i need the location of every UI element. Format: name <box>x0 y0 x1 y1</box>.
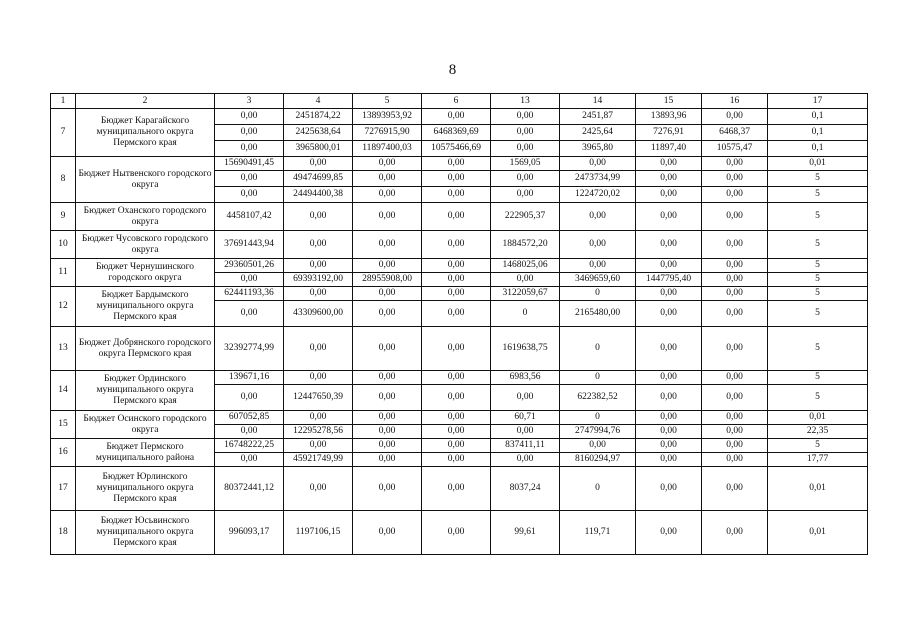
row-number: 11 <box>51 259 76 287</box>
value-cell: 0,1 <box>768 141 868 157</box>
value-cell: 0,00 <box>422 425 491 439</box>
value-cell: 3965,80 <box>560 141 636 157</box>
value-cell: 0,00 <box>215 109 284 125</box>
value-cell: 24494400,38 <box>284 187 353 203</box>
value-cell: 0,00 <box>215 385 284 411</box>
value-cell: 0,00 <box>636 411 702 425</box>
header-cell: 17 <box>768 94 868 109</box>
value-cell: 3965800,01 <box>284 141 353 157</box>
table-row <box>51 157 868 171</box>
value-cell: 0,00 <box>560 259 636 273</box>
value-cell: 8037,24 <box>491 467 560 511</box>
value-cell: 8160294,97 <box>560 453 636 467</box>
value-cell: 0,00 <box>491 109 560 125</box>
value-cell: 0,01 <box>768 511 868 555</box>
value-cell: 0,00 <box>284 231 353 259</box>
value-cell: 0,00 <box>702 157 768 171</box>
value-cell: 0,00 <box>560 231 636 259</box>
row-number: 16 <box>51 439 76 467</box>
value-cell: 0,00 <box>636 467 702 511</box>
header-cell: 3 <box>215 94 284 109</box>
value-cell: 22,35 <box>768 425 868 439</box>
value-cell: 222905,37 <box>491 203 560 231</box>
table-row <box>51 439 868 453</box>
value-cell: 0,00 <box>422 157 491 171</box>
value-cell: 5 <box>768 385 868 411</box>
value-cell: 5 <box>768 301 868 327</box>
value-cell: 0,00 <box>491 141 560 157</box>
value-cell: 49474699,85 <box>284 171 353 187</box>
value-cell: 1468025,06 <box>491 259 560 273</box>
budget-name: Бюджет Оханского городского округа <box>76 203 215 231</box>
value-cell: 0,00 <box>702 301 768 327</box>
value-cell: 6468369,69 <box>422 125 491 141</box>
budget-name: Бюджет Карагайского муниципального округа Пермского края <box>76 109 215 157</box>
value-cell: 139671,16 <box>215 371 284 385</box>
value-cell: 0,00 <box>422 439 491 453</box>
value-cell: 0 <box>560 287 636 301</box>
value-cell: 1447795,40 <box>636 273 702 287</box>
value-cell: 5 <box>768 327 868 371</box>
value-cell: 0,00 <box>702 327 768 371</box>
value-cell: 0,00 <box>215 125 284 141</box>
value-cell: 119,71 <box>560 511 636 555</box>
value-cell: 0,00 <box>491 453 560 467</box>
value-cell: 2451874,22 <box>284 109 353 125</box>
value-cell: 2473734,99 <box>560 171 636 187</box>
value-cell: 3469659,60 <box>560 273 636 287</box>
value-cell: 2425,64 <box>560 125 636 141</box>
value-cell: 0 <box>560 371 636 385</box>
value-cell: 0,00 <box>636 259 702 273</box>
table-row <box>51 411 868 425</box>
value-cell: 0,00 <box>284 203 353 231</box>
value-cell: 0,00 <box>284 371 353 385</box>
value-cell: 0,00 <box>422 109 491 125</box>
value-cell: 0,00 <box>353 327 422 371</box>
value-cell: 6983,56 <box>491 371 560 385</box>
row-number: 9 <box>51 203 76 231</box>
value-cell: 0,00 <box>560 203 636 231</box>
table-row <box>51 327 868 371</box>
value-cell: 11897,40 <box>636 141 702 157</box>
value-cell: 12447650,39 <box>284 385 353 411</box>
value-cell: 5 <box>768 187 868 203</box>
budget-name: Бюджет Ординского муниципального округа Пермского края <box>76 371 215 411</box>
header-cell: 14 <box>560 94 636 109</box>
value-cell: 0,00 <box>636 511 702 555</box>
value-cell: 0,00 <box>702 371 768 385</box>
value-cell: 0,00 <box>215 273 284 287</box>
value-cell: 0,00 <box>636 187 702 203</box>
row-number: 10 <box>51 231 76 259</box>
value-cell: 0,01 <box>768 467 868 511</box>
value-cell: 0,00 <box>702 411 768 425</box>
row-number: 12 <box>51 287 76 327</box>
row-number: 15 <box>51 411 76 439</box>
value-cell: 0 <box>560 327 636 371</box>
budget-name: Бюджет Добрянского городского округа Пермского края <box>76 327 215 371</box>
value-cell: 0,00 <box>636 425 702 439</box>
value-cell: 1224720,02 <box>560 187 636 203</box>
value-cell: 0,1 <box>768 109 868 125</box>
value-cell: 0,00 <box>284 259 353 273</box>
header-cell: 2 <box>76 94 215 109</box>
table-row <box>51 259 868 273</box>
value-cell: 0,00 <box>702 273 768 287</box>
value-cell: 0,00 <box>702 109 768 125</box>
value-cell: 0,00 <box>636 439 702 453</box>
value-cell: 0,00 <box>353 385 422 411</box>
table-body <box>51 109 868 555</box>
value-cell: 622382,52 <box>560 385 636 411</box>
budget-name: Бюджет Нытвенского городского округа <box>76 157 215 203</box>
value-cell: 0,00 <box>491 385 560 411</box>
value-cell: 0,00 <box>491 187 560 203</box>
value-cell: 45921749,99 <box>284 453 353 467</box>
value-cell: 0,00 <box>284 287 353 301</box>
value-cell: 3122059,67 <box>491 287 560 301</box>
value-cell: 43309600,00 <box>284 301 353 327</box>
value-cell: 0,00 <box>422 259 491 273</box>
value-cell: 0,00 <box>560 439 636 453</box>
value-cell: 0,00 <box>353 287 422 301</box>
value-cell: 1619638,75 <box>491 327 560 371</box>
value-cell: 1197106,15 <box>284 511 353 555</box>
value-cell: 0,00 <box>636 171 702 187</box>
value-cell: 0,01 <box>768 411 868 425</box>
value-cell: 5 <box>768 259 868 273</box>
value-cell: 0,00 <box>353 203 422 231</box>
value-cell: 0,00 <box>353 467 422 511</box>
value-cell: 0,00 <box>560 157 636 171</box>
value-cell: 0,00 <box>353 511 422 555</box>
value-cell: 2747994,76 <box>560 425 636 439</box>
header-cell: 15 <box>636 94 702 109</box>
value-cell: 0,00 <box>422 187 491 203</box>
value-cell: 0,00 <box>636 385 702 411</box>
budget-name: Бюджет Пермского муниципального района <box>76 439 215 467</box>
value-cell: 0,00 <box>353 301 422 327</box>
value-cell: 0,00 <box>353 187 422 203</box>
value-cell: 0,00 <box>422 467 491 511</box>
value-cell: 0,00 <box>215 301 284 327</box>
value-cell: 0,00 <box>422 171 491 187</box>
value-cell: 7276915,90 <box>353 125 422 141</box>
value-cell: 0,00 <box>702 171 768 187</box>
value-cell: 2165480,00 <box>560 301 636 327</box>
value-cell: 0,00 <box>702 231 768 259</box>
row-number: 17 <box>51 467 76 511</box>
value-cell: 837411,11 <box>491 439 560 453</box>
value-cell: 607052,85 <box>215 411 284 425</box>
value-cell: 0,00 <box>353 439 422 453</box>
budget-name: Бюджет Юсьвинского муниципального округа Пермского края <box>76 511 215 555</box>
table-row <box>51 371 868 385</box>
value-cell: 69393192,00 <box>284 273 353 287</box>
value-cell: 0,00 <box>422 301 491 327</box>
value-cell: 0,00 <box>353 411 422 425</box>
value-cell: 0,00 <box>284 157 353 171</box>
row-number: 13 <box>51 327 76 371</box>
value-cell: 0,00 <box>353 259 422 273</box>
value-cell: 0,00 <box>353 171 422 187</box>
value-cell: 0,00 <box>422 411 491 425</box>
row-number: 8 <box>51 157 76 203</box>
value-cell: 80372441,12 <box>215 467 284 511</box>
value-cell: 29360501,26 <box>215 259 284 273</box>
value-cell: 0,00 <box>702 203 768 231</box>
value-cell: 5 <box>768 171 868 187</box>
value-cell: 0,00 <box>702 287 768 301</box>
budget-table <box>50 93 868 555</box>
value-cell: 17,77 <box>768 453 868 467</box>
header-row <box>51 94 868 109</box>
row-number: 14 <box>51 371 76 411</box>
header-cell: 4 <box>284 94 353 109</box>
value-cell: 0,00 <box>636 287 702 301</box>
budget-name: Бюджет Юрлинского муниципального округа Пермского края <box>76 467 215 511</box>
value-cell: 0,00 <box>702 385 768 411</box>
table-row <box>51 511 868 555</box>
value-cell: 0,00 <box>702 259 768 273</box>
value-cell: 11897400,03 <box>353 141 422 157</box>
value-cell: 13893,96 <box>636 109 702 125</box>
value-cell: 0,00 <box>422 453 491 467</box>
value-cell: 0,00 <box>636 157 702 171</box>
value-cell: 0 <box>560 467 636 511</box>
value-cell: 10575,47 <box>702 141 768 157</box>
value-cell: 0,00 <box>422 327 491 371</box>
value-cell: 0,00 <box>422 203 491 231</box>
value-cell: 1884572,20 <box>491 231 560 259</box>
value-cell: 62441193,36 <box>215 287 284 301</box>
row-number: 7 <box>51 109 76 157</box>
budget-name: Бюджет Чусовского городского округа <box>76 231 215 259</box>
table-row <box>51 231 868 259</box>
header-cell: 16 <box>702 94 768 109</box>
value-cell: 1569,05 <box>491 157 560 171</box>
value-cell: 2425638,64 <box>284 125 353 141</box>
header-cell: 1 <box>51 94 76 109</box>
value-cell: 0,00 <box>491 425 560 439</box>
value-cell: 0,00 <box>636 301 702 327</box>
value-cell: 0,00 <box>215 453 284 467</box>
value-cell: 10575466,69 <box>422 141 491 157</box>
value-cell: 0,00 <box>353 425 422 439</box>
value-cell: 6468,37 <box>702 125 768 141</box>
value-cell: 7276,91 <box>636 125 702 141</box>
value-cell: 0,01 <box>768 157 868 171</box>
header-cell: 5 <box>353 94 422 109</box>
value-cell: 28955908,00 <box>353 273 422 287</box>
value-cell: 5 <box>768 371 868 385</box>
value-cell: 5 <box>768 231 868 259</box>
value-cell: 4458107,42 <box>215 203 284 231</box>
value-cell: 0,00 <box>702 511 768 555</box>
value-cell: 60,71 <box>491 411 560 425</box>
value-cell: 5 <box>768 439 868 453</box>
value-cell: 0,00 <box>636 327 702 371</box>
row-number: 18 <box>51 511 76 555</box>
value-cell: 0,00 <box>422 273 491 287</box>
value-cell: 0,00 <box>422 371 491 385</box>
table-row <box>51 109 868 125</box>
value-cell: 0,00 <box>702 187 768 203</box>
value-cell: 99,61 <box>491 511 560 555</box>
value-cell: 0,00 <box>353 371 422 385</box>
value-cell: 37691443,94 <box>215 231 284 259</box>
value-cell: 0,00 <box>422 385 491 411</box>
table-row <box>51 287 868 301</box>
value-cell: 0,00 <box>422 511 491 555</box>
value-cell: 0,00 <box>422 287 491 301</box>
value-cell: 5 <box>768 287 868 301</box>
value-cell: 0,00 <box>702 439 768 453</box>
value-cell: 0,00 <box>702 453 768 467</box>
budget-name: Бюджет Осинского городского округа <box>76 411 215 439</box>
value-cell: 0,00 <box>491 171 560 187</box>
value-cell: 0,00 <box>284 411 353 425</box>
value-cell: 16748222,25 <box>215 439 284 453</box>
value-cell: 0,00 <box>636 203 702 231</box>
value-cell: 0,00 <box>353 231 422 259</box>
value-cell: 0,1 <box>768 125 868 141</box>
value-cell: 0,00 <box>636 231 702 259</box>
header-cell: 13 <box>491 94 560 109</box>
value-cell: 0,00 <box>215 187 284 203</box>
value-cell: 0,00 <box>491 273 560 287</box>
value-cell: 996093,17 <box>215 511 284 555</box>
value-cell: 0,00 <box>215 141 284 157</box>
value-cell: 12295278,56 <box>284 425 353 439</box>
value-cell: 0,00 <box>215 171 284 187</box>
budget-name: Бюджет Бардымского муниципального округа Пермского края <box>76 287 215 327</box>
value-cell: 5 <box>768 203 868 231</box>
value-cell: 0 <box>560 411 636 425</box>
value-cell: 0,00 <box>702 467 768 511</box>
value-cell: 0,00 <box>284 327 353 371</box>
value-cell: 0,00 <box>702 425 768 439</box>
value-cell: 0,00 <box>422 231 491 259</box>
value-cell: 32392774,99 <box>215 327 284 371</box>
header-cell: 6 <box>422 94 491 109</box>
value-cell: 0,00 <box>284 439 353 453</box>
value-cell: 0,00 <box>215 425 284 439</box>
value-cell: 0 <box>491 301 560 327</box>
value-cell: 0,00 <box>353 453 422 467</box>
value-cell: 0,00 <box>636 453 702 467</box>
value-cell: 15690491,45 <box>215 157 284 171</box>
value-cell: 0,00 <box>636 371 702 385</box>
value-cell: 2451,87 <box>560 109 636 125</box>
value-cell: 5 <box>768 273 868 287</box>
value-cell: 0,00 <box>491 125 560 141</box>
table-row <box>51 203 868 231</box>
budget-name: Бюджет Чернушинского городского округа <box>76 259 215 287</box>
value-cell: 13893953,92 <box>353 109 422 125</box>
page-number: 8 <box>448 62 457 78</box>
value-cell: 0,00 <box>284 467 353 511</box>
value-cell: 0,00 <box>353 157 422 171</box>
table-row <box>51 467 868 511</box>
